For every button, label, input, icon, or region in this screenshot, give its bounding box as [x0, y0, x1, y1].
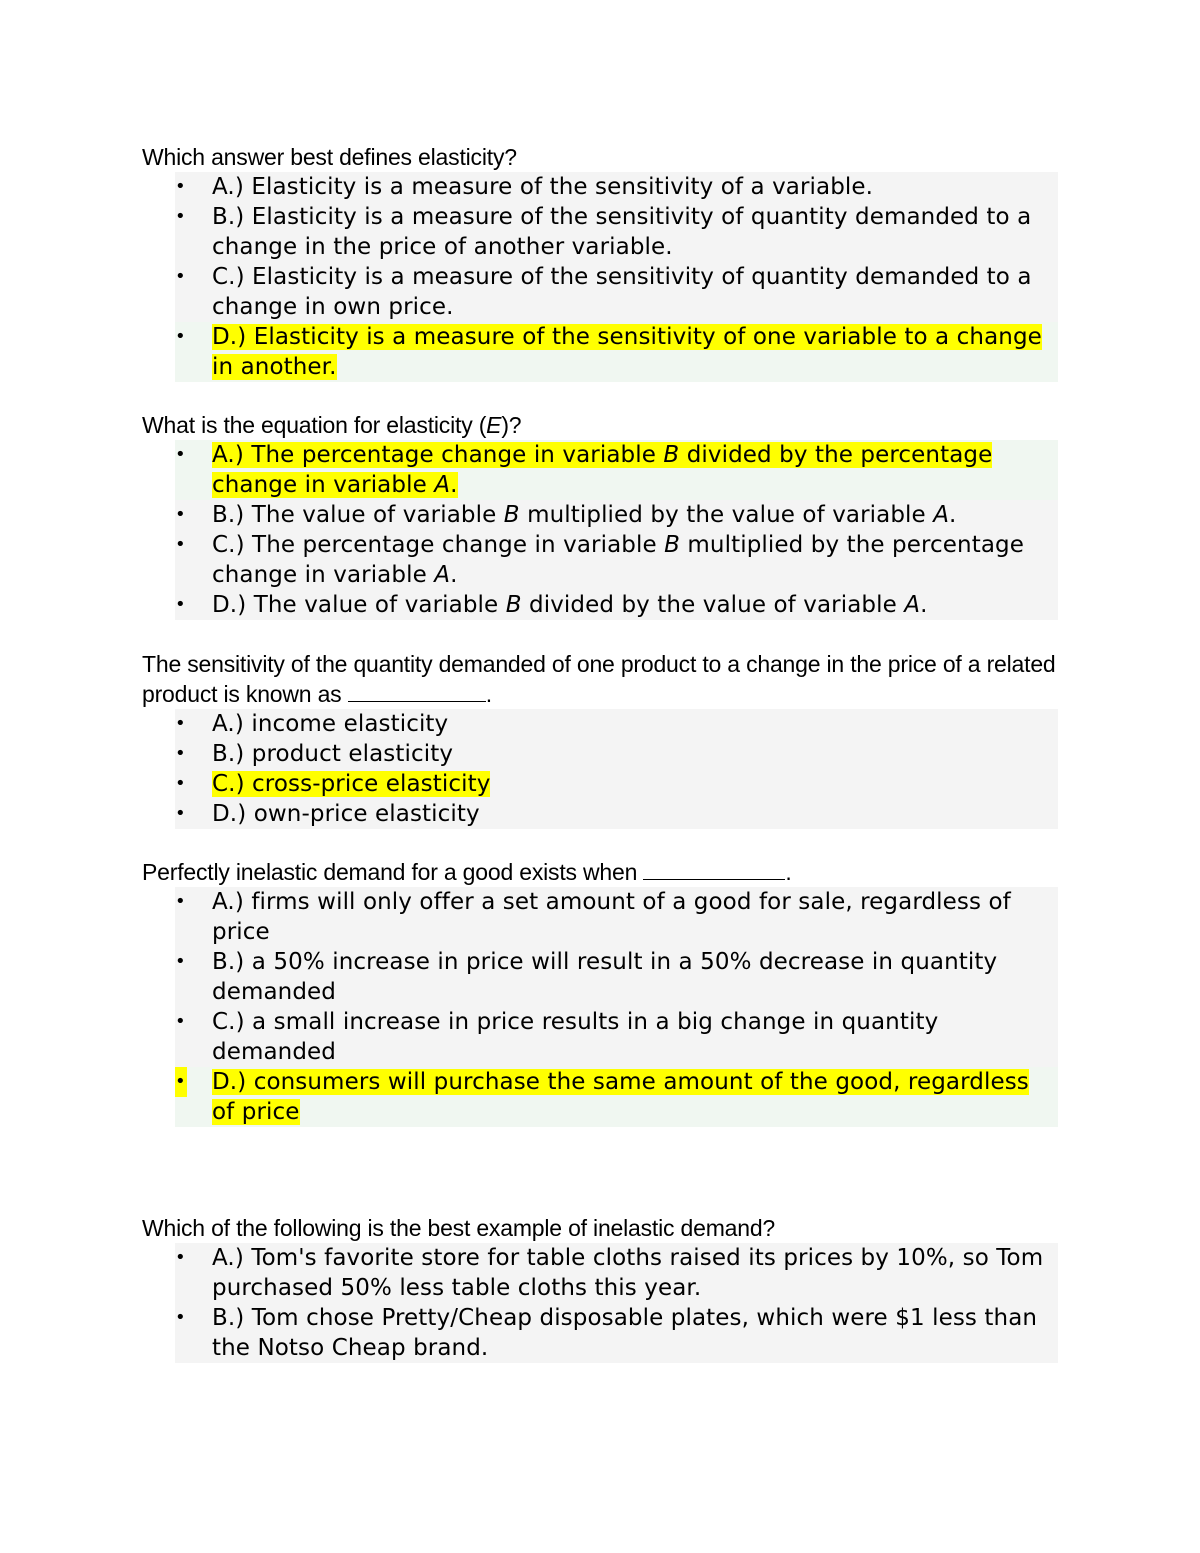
bullet: • — [175, 326, 186, 347]
option-text: D.) own-price elasticity — [212, 801, 480, 827]
question-2 — [142, 410, 1062, 620]
bullet: • — [175, 594, 186, 615]
option-list — [175, 172, 1058, 382]
bullet: • — [175, 803, 186, 824]
option-d-correct — [175, 1067, 1058, 1127]
bullet: • — [175, 713, 186, 734]
bullet: • — [175, 206, 186, 227]
option-text: A.) firms will only offer a set amount of a good for sale, regardless of price — [212, 889, 1011, 945]
prompt-part: What is the equation for elasticity ( — [142, 412, 487, 438]
option-text: A.) Tom's favorite store for table cloths raised its prices by 10%, so Tom purchased 50% less table cloths this year. — [212, 1245, 1044, 1301]
option-a — [175, 887, 1058, 947]
option-text-highlighted: C.) cross-price elasticity — [212, 771, 491, 797]
option-list — [175, 1243, 1058, 1363]
question-prompt: Perfectly inelastic demand for a good exists when . — [142, 859, 792, 885]
option-d — [175, 799, 1058, 829]
bullet: • — [175, 773, 186, 794]
option-text: C.) Elasticity is a measure of the sensitivity of quantity demanded to a change in own price. — [212, 264, 1032, 320]
option-b — [175, 739, 1058, 769]
option-text: A.) Elasticity is a measure of the sensitivity of a variable. — [212, 174, 874, 200]
option-text: B.) Elasticity is a measure of the sensitivity of quantity demanded to a change in the price of another variable. — [212, 204, 1032, 260]
option-b — [175, 202, 1058, 262]
bullet: • — [175, 1307, 186, 1328]
option-text-highlighted: A.) The percentage change in variable B divided by the percentage change in variable A. — [212, 442, 993, 498]
option-text: B.) Tom chose Pretty/Cheap disposable plates, which were $1 less than the Notso Cheap brand. — [212, 1305, 1038, 1361]
option-a-correct — [175, 440, 1058, 500]
option-c-correct — [175, 769, 1058, 799]
option-list — [175, 709, 1058, 829]
option-text: C.) The percentage change in variable B multiplied by the percentage change in variable A. — [212, 532, 1024, 588]
bullet: • — [175, 1011, 186, 1032]
bullet: • — [175, 176, 186, 197]
option-d — [175, 590, 1058, 620]
option-text: B.) a 50% increase in price will result in a 50% decrease in quantity demanded — [212, 949, 998, 1005]
option-text-highlighted: D.) Elasticity is a measure of the sensitivity of one variable to a change in another. — [212, 324, 1042, 380]
option-text: D.) The value of variable B divided by the value of variable A. — [212, 592, 928, 618]
option-list — [175, 440, 1058, 620]
question-prompt: The sensitivity of the quantity demanded of one product to a change in the price of a related product is known as . — [142, 651, 1056, 707]
question-5 — [142, 1213, 1062, 1363]
answer-blank — [348, 681, 486, 702]
answer-blank — [643, 859, 785, 880]
option-b — [175, 947, 1058, 1007]
option-text: A.) income elasticity — [212, 711, 449, 737]
bullet: • — [175, 891, 186, 912]
question-3 — [142, 649, 1062, 829]
bullet: • — [175, 1247, 186, 1268]
option-b — [175, 500, 1058, 530]
prompt-variable: E — [486, 412, 502, 438]
option-a — [175, 172, 1058, 202]
option-text: B.) product elasticity — [212, 741, 454, 767]
option-a — [175, 709, 1058, 739]
bullet: • — [175, 444, 186, 465]
option-d-correct — [175, 322, 1058, 382]
question-1 — [142, 142, 1062, 382]
option-c — [175, 530, 1058, 590]
prompt-part: )? — [501, 412, 522, 438]
option-c — [175, 262, 1058, 322]
question-4 — [142, 857, 1062, 1127]
option-text-highlighted: D.) consumers will purchase the same amount of the good, regardless of price — [212, 1069, 1029, 1125]
option-list — [175, 887, 1058, 1127]
bullet: • — [175, 534, 186, 555]
bullet-highlighted: • — [175, 1067, 187, 1097]
bullet: • — [175, 266, 186, 287]
question-prompt: Which of the following is the best example of inelastic demand? — [142, 1215, 776, 1241]
option-text: C.) a small increase in price results in a big change in quantity demanded — [212, 1009, 939, 1065]
option-c — [175, 1007, 1058, 1067]
option-text: B.) The value of variable B multiplied by the value of variable A. — [212, 502, 957, 528]
question-prompt — [142, 410, 1062, 440]
bullet: • — [175, 951, 186, 972]
bullet: • — [175, 504, 186, 525]
option-a — [175, 1243, 1058, 1303]
option-b — [175, 1303, 1058, 1363]
bullet: • — [175, 743, 186, 764]
question-prompt: Which answer best defines elasticity? — [142, 144, 517, 170]
